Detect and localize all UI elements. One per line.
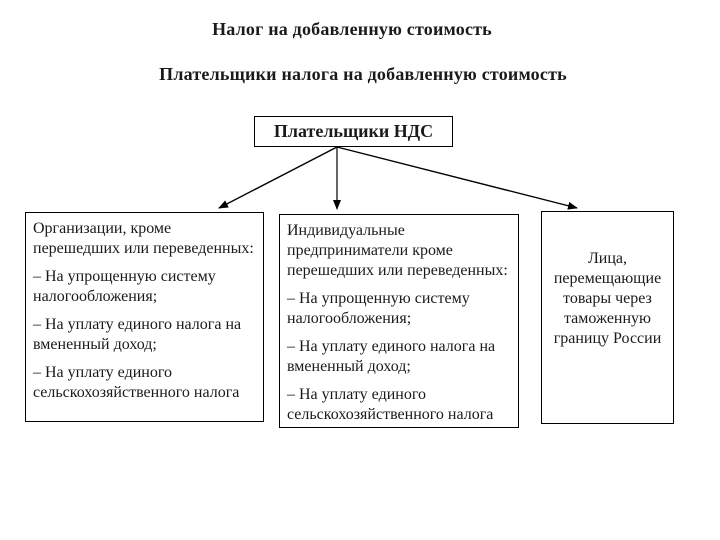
node-organizations-item: – На упрощенную систему налогообложения; <box>33 268 216 305</box>
page-title: Налог на добавленную стоимость <box>212 19 492 39</box>
node-organizations <box>25 212 264 422</box>
arrow-to-persons <box>337 147 577 208</box>
node-organizations-heading: Организации, кроме перешедших или переведенных: <box>33 220 254 257</box>
node-entrepreneurs <box>279 214 519 428</box>
node-organizations-item: – На уплату единого сельскохозяйственного налога <box>33 364 240 401</box>
node-entrepreneurs-heading: Индивидуальные предприниматели кроме перешедших или переведенных: <box>287 222 508 279</box>
node-entrepreneurs-item: – На уплату единого сельскохозяйственного налога <box>287 386 494 423</box>
node-organizations-item: – На уплату единого налога на вмененный доход; <box>33 316 242 353</box>
node-persons-text: Лица, перемещающие товары через таможенную границу России <box>553 250 662 347</box>
node-vat-payers <box>254 116 453 147</box>
page-subtitle: Плательщики налога на добавленную стоимость <box>159 64 567 84</box>
node-persons <box>541 211 674 424</box>
node-entrepreneurs-item: – На упрощенную систему налогообложения; <box>287 290 470 327</box>
node-vat-payers-label: Плательщики НДС <box>273 121 434 141</box>
arrow-to-organizations <box>219 147 337 208</box>
node-entrepreneurs-item: – На уплату единого налога на вмененный доход; <box>287 338 496 375</box>
